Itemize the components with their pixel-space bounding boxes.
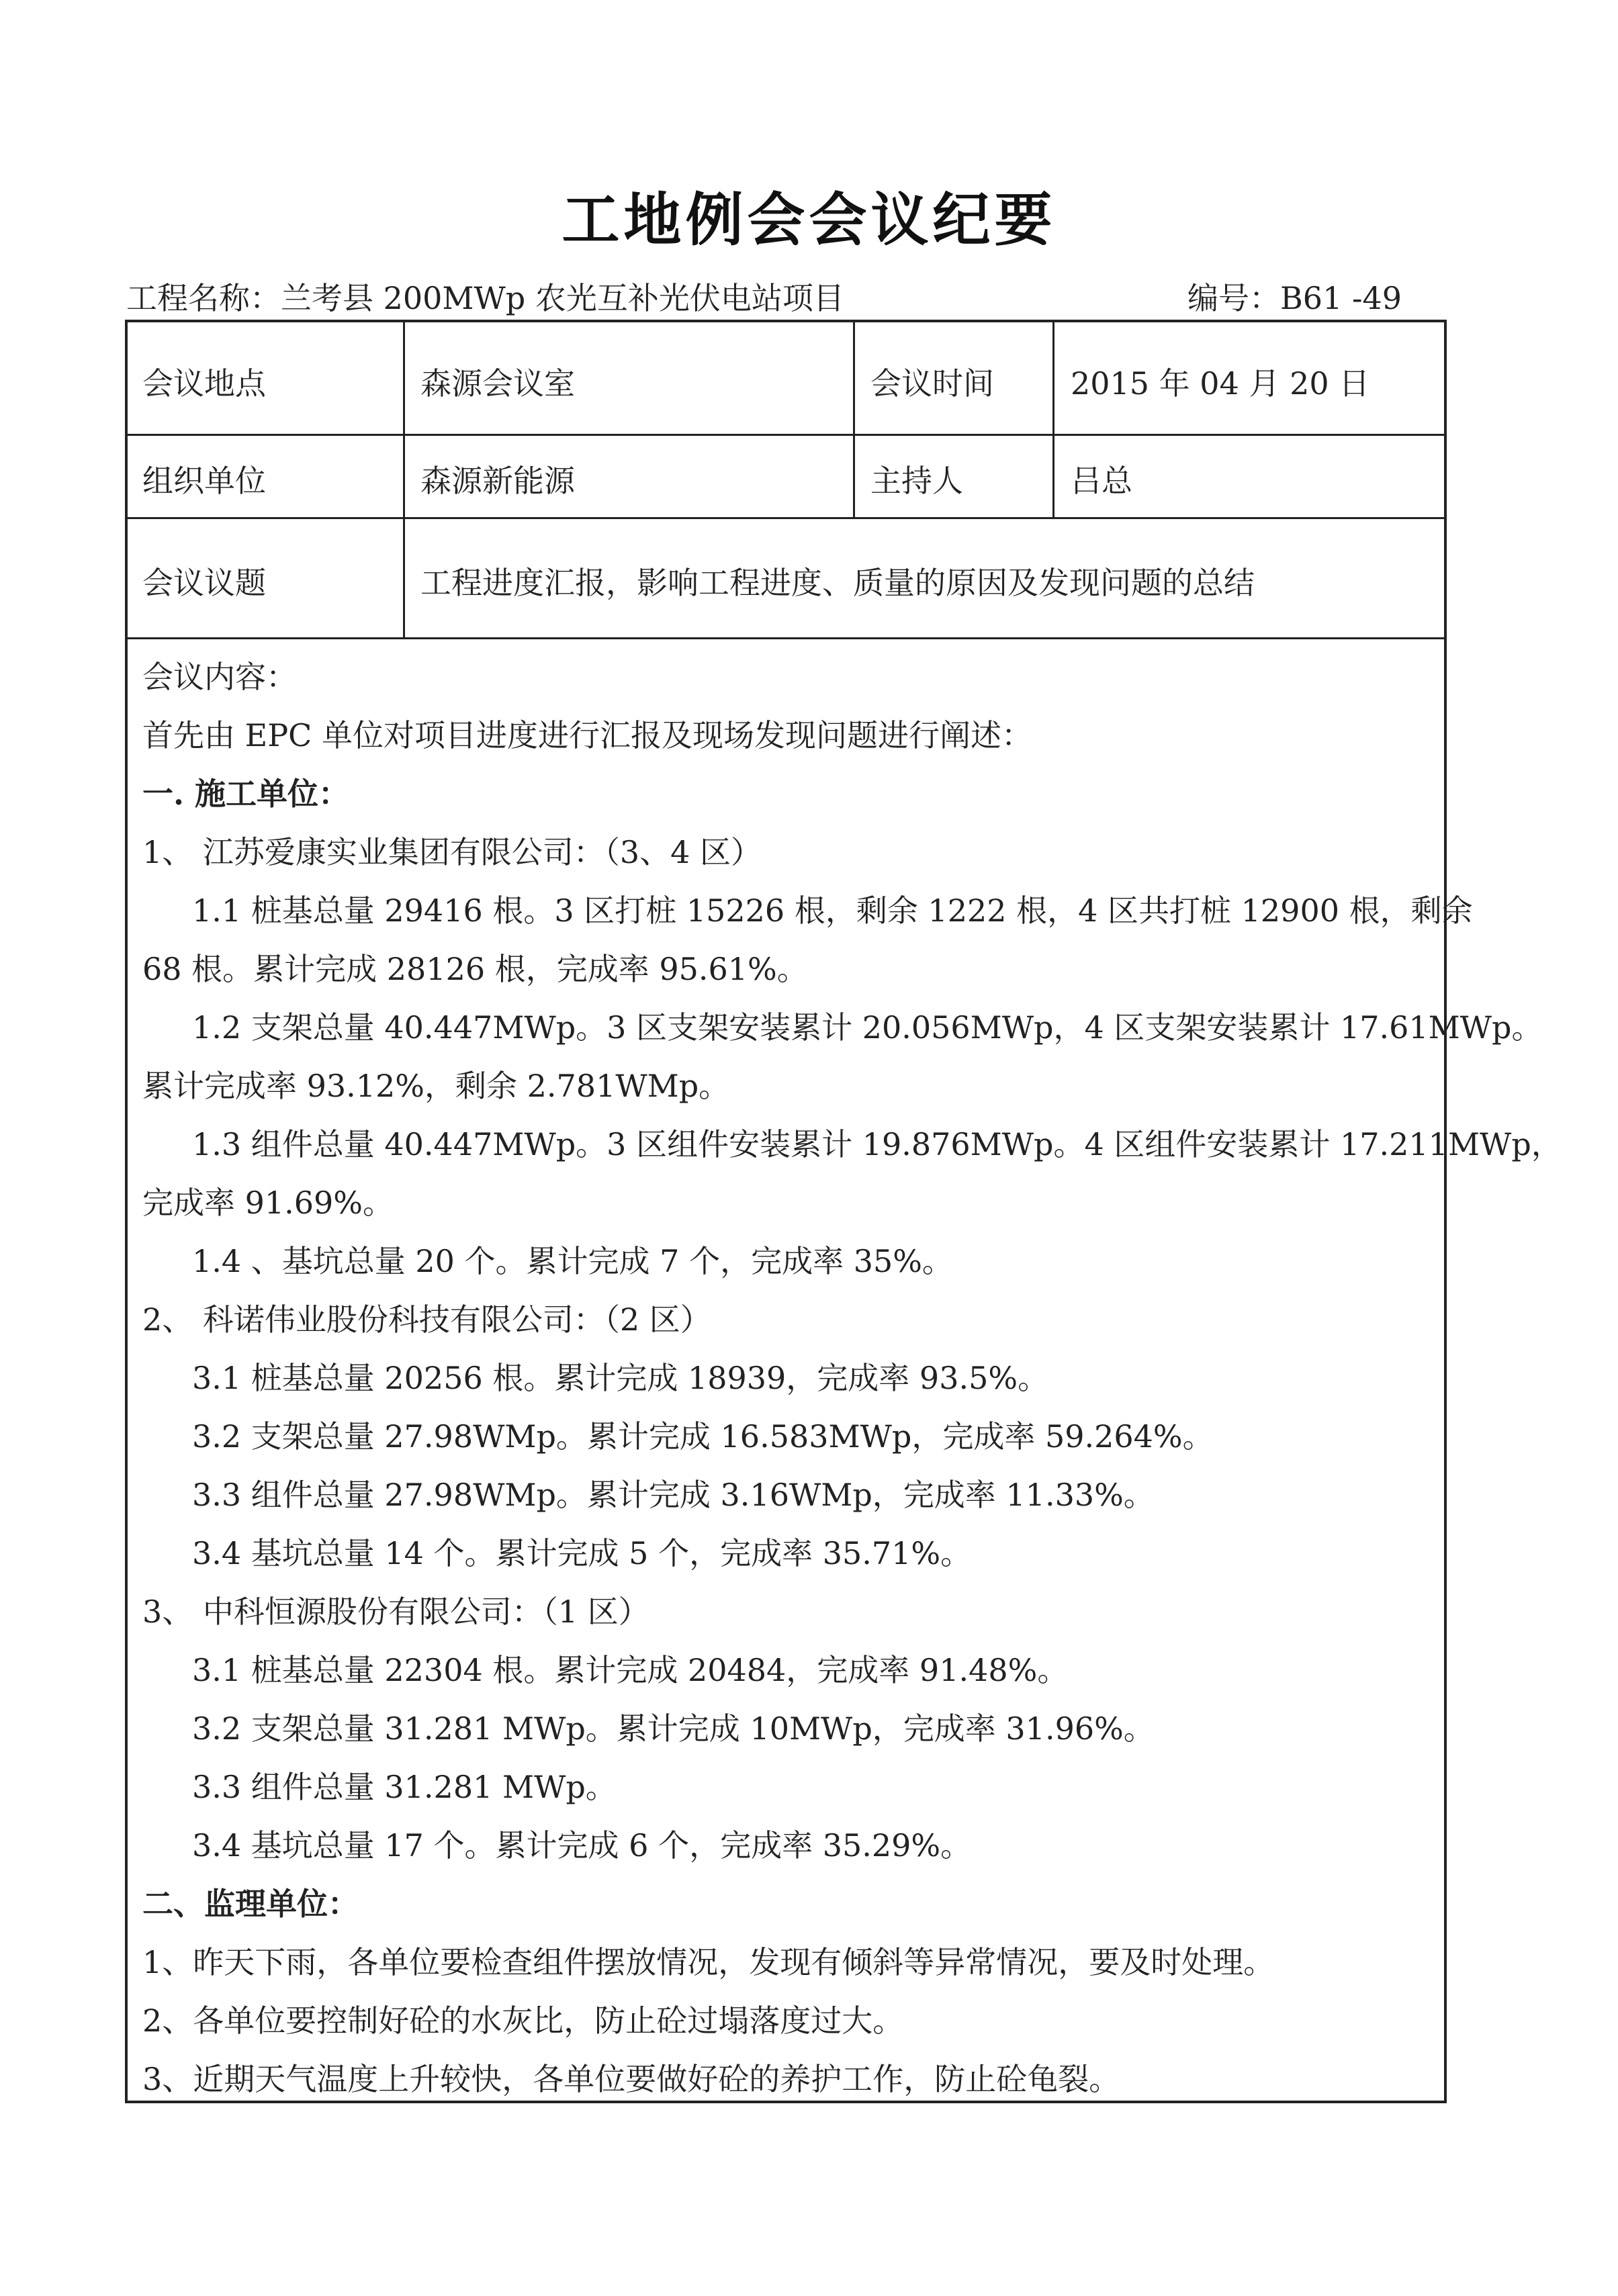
topic-value: 工程进度汇报，影响工程进度、质量的原因及发现问题的总结: [420, 565, 1255, 601]
column-divider: [853, 322, 855, 517]
progress-item: 3.4 基坑总量 17 个。累计完成 6 个，完成率 35.29%。: [192, 1827, 972, 1864]
host-label: 主持人: [870, 463, 963, 499]
meeting-time-label: 会议时间: [870, 365, 994, 402]
progress-item: 3.1 桩基总量 20256 根。累计完成 18939，完成率 93.5%。: [192, 1360, 1049, 1396]
supervision-item: 2、各单位要控制好砼的水灰比，防止砼过塌落度过大。: [142, 2003, 904, 2039]
contractor-heading: 1、 江苏爱康实业集团有限公司：（3、4 区）: [142, 834, 762, 870]
row-divider: [128, 517, 1444, 519]
progress-item: 1.1 桩基总量 29416 根。3 区打桩 15226 根，剩余 1222 根，4 区共打桩 12900 根，剩余: [192, 892, 1473, 929]
column-divider: [403, 322, 405, 637]
progress-item-continued: 累计完成率 93.12%，剩余 2.781WMp。: [142, 1068, 730, 1104]
progress-item: 3.1 桩基总量 22304 根。累计完成 20484，完成率 91.48%。: [192, 1652, 1069, 1688]
supervision-item: 1、昨天下雨，各单位要检查组件摆放情况，发现有倾斜等异常情况，要及时处理。: [142, 1944, 1275, 1980]
contractor-heading: 3、 中科恒源股份有限公司：（1 区）: [142, 1594, 649, 1630]
project-name: 工程名称：兰考县 200MWp 农光互补光伏电站项目: [126, 280, 844, 316]
minutes-table: [125, 320, 1562, 2103]
progress-item: 1.2 支架总量 40.447MWp。3 区支架安装累计 20.056MWp，4 区支架安装累计 17.61MWp。: [192, 1009, 1543, 1046]
organizer-label: 组织单位: [142, 463, 266, 499]
document-title: 工地例会会议纪要: [561, 187, 1057, 254]
progress-item: 1.4 、基坑总量 20 个。累计完成 7 个，完成率 35%。: [192, 1243, 953, 1279]
organizer-value: 森源新能源: [420, 463, 575, 499]
host-value: 吕总: [1071, 463, 1132, 499]
contractor-heading: 2、 科诺伟业股份科技有限公司：（2 区）: [142, 1301, 711, 1338]
progress-item-continued: 完成率 91.69%。: [142, 1185, 394, 1221]
content-intro: 首先由 EPC 单位对项目进度进行汇报及现场发现问题进行阐述：: [142, 717, 1032, 753]
column-divider: [1052, 322, 1054, 517]
document-number: 编号：B61 -49: [1187, 280, 1402, 316]
progress-item: 3.3 组件总量 27.98WMp。累计完成 3.16WMp，完成率 11.33%。: [192, 1477, 1155, 1513]
progress-item: 3.2 支架总量 27.98WMp。累计完成 16.583MWp，完成率 59.264%。: [192, 1418, 1214, 1455]
progress-item: 3.2 支架总量 31.281 MWp。累计完成 10MWp，完成率 31.96%。: [192, 1710, 1155, 1747]
meeting-content: [142, 648, 1562, 2109]
topic-label: 会议议题: [142, 565, 266, 601]
section-heading-supervision: 二、监理单位：: [142, 1886, 359, 1922]
row-divider: [128, 637, 1444, 639]
content-heading: 会议内容：: [142, 659, 297, 695]
progress-item: 3.3 组件总量 31.281 MWp。: [192, 1769, 617, 1805]
section-heading-construction: 一. 施工单位：: [142, 776, 350, 812]
row-divider: [128, 434, 1444, 436]
progress-item-continued: 68 根。累计完成 28126 根，完成率 95.61%。: [142, 951, 808, 987]
progress-item: 1.3 组件总量 40.447MWp。3 区组件安装累计 19.876MWp。4 区组件安装累计 17.211MWp，: [192, 1126, 1562, 1162]
meeting-location-value: 森源会议室: [420, 365, 575, 402]
meeting-time-value: 2015 年 04 月 20 日: [1071, 365, 1370, 402]
meeting-location-label: 会议地点: [142, 365, 266, 402]
supervision-item: 3、近期天气温度上升较快，各单位要做好砼的养护工作，防止砼龟裂。: [142, 2061, 1120, 2097]
progress-item: 3.4 基坑总量 14 个。累计完成 5 个，完成率 35.71%。: [192, 1535, 972, 1571]
